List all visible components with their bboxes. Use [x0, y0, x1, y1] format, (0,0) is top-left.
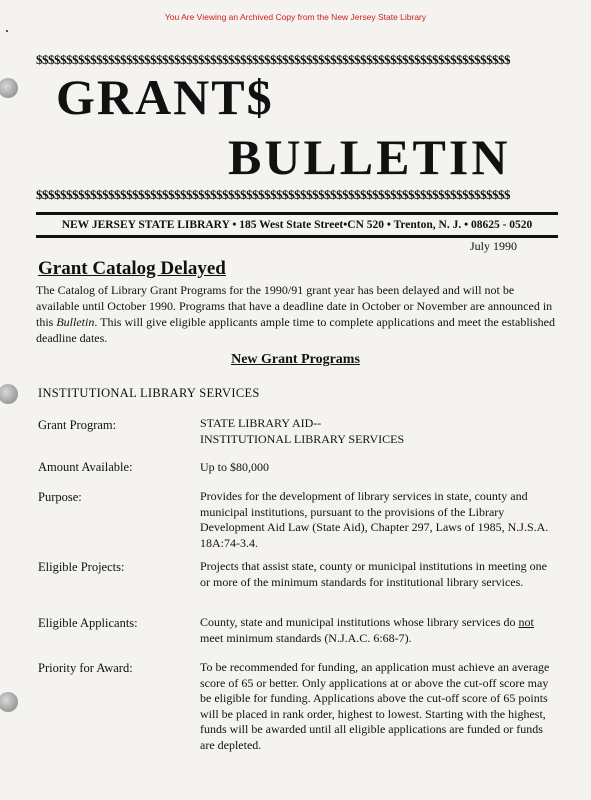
eligible-applicants-label: Eligible Applicants: — [38, 616, 138, 630]
purpose-value: Provides for the development of library services in state, county and municipal institutions, pursuant to the provisions of the Library Development Aid Law (State Aid), Chapter 297, Laws of 1985, N.J.S.A. 18A:74-3.4. — [200, 489, 549, 550]
grant-program-label: Grant Program: — [38, 418, 117, 432]
grant-program-value — [200, 416, 552, 447]
applicants-not-underlined: not — [518, 615, 534, 629]
priority-value: To be recommended for funding, an application must achieve an average score of 65 or better. Only applications at or above the cut-off score may be eligible for funding. Applications above the cut-off score of 65 points will be placed in rank order, highest to lowest. Starting with the highest, funds will be awarded until all eligible applications are funded or funds are depleted. — [200, 660, 550, 752]
dollar-rule-bottom: $$$$$$$$$$$$$$$$$$$$$$$$$$$$$$$$$$$$$$$$$$$$$$$$$$$$$$$$$$$$$$$$$$$$$$$$$$$$$$$ — [36, 187, 510, 202]
archive-notice: You Are Viewing an Archived Copy from the New Jersey State Library — [164, 12, 427, 22]
applicants-text-a: County, state and municipal institutions whose library services do — [200, 615, 519, 629]
scan-speck — [6, 30, 8, 32]
binder-hole — [0, 384, 18, 404]
bulletin-emphasis: Bulletin — [56, 315, 95, 329]
purpose-label: Purpose: — [38, 490, 82, 504]
priority-label: Priority for Award: — [38, 661, 133, 675]
catalog-text-a: The Catalog of Library Grant Programs for the 1990/91 grant year has been delayed and will not be available until October 1990. Programs that have a deadline date in October or November are announced in this — [36, 283, 553, 329]
library-address: NEW JERSEY STATE LIBRARY • 185 West State Street•CN 520 • Trenton, N. J. • 08625 - 0520 — [61, 219, 533, 231]
catalog-text-b: . This will give eligible applicants ample time to complete applications and meet the established deadline dates. — [36, 315, 556, 345]
eligible-applicants-value — [200, 615, 552, 646]
new-programs-heading: New Grant Programs — [231, 352, 360, 367]
binder-hole — [0, 692, 18, 712]
masthead-rule-bottom — [36, 235, 558, 238]
masthead-rule-top — [36, 212, 558, 215]
section-heading: INSTITUTIONAL LIBRARY SERVICES — [38, 386, 260, 400]
grant-program-line-1: STATE LIBRARY AID-- — [200, 416, 322, 430]
applicants-text-b: meet minimum standards (N.J.A.C. 6:68-7). — [200, 630, 412, 645]
grant-program-line-2: INSTITUTIONAL LIBRARY SERVICES — [200, 431, 405, 446]
dollar-rule-top: $$$$$$$$$$$$$$$$$$$$$$$$$$$$$$$$$$$$$$$$$$$$$$$$$$$$$$$$$$$$$$$$$$$$$$$$$$$$$$$ — [36, 52, 510, 67]
amount-label: Amount Available: — [38, 460, 133, 474]
title-grants: GRANT$ — [56, 69, 274, 125]
amount-value: Up to $80,000 — [200, 460, 269, 474]
eligible-projects-value: Projects that assist state, county or municipal institutions in meeting one or more of the minimum standards for institutional library services. — [200, 559, 547, 589]
title-bulletin: BULLETIN — [228, 129, 511, 185]
binder-hole — [0, 78, 18, 98]
issue-date: July 1990 — [470, 239, 518, 253]
eligible-projects-label: Eligible Projects: — [38, 560, 125, 574]
catalog-heading: Grant Catalog Delayed — [38, 258, 226, 279]
catalog-paragraph — [36, 282, 558, 346]
